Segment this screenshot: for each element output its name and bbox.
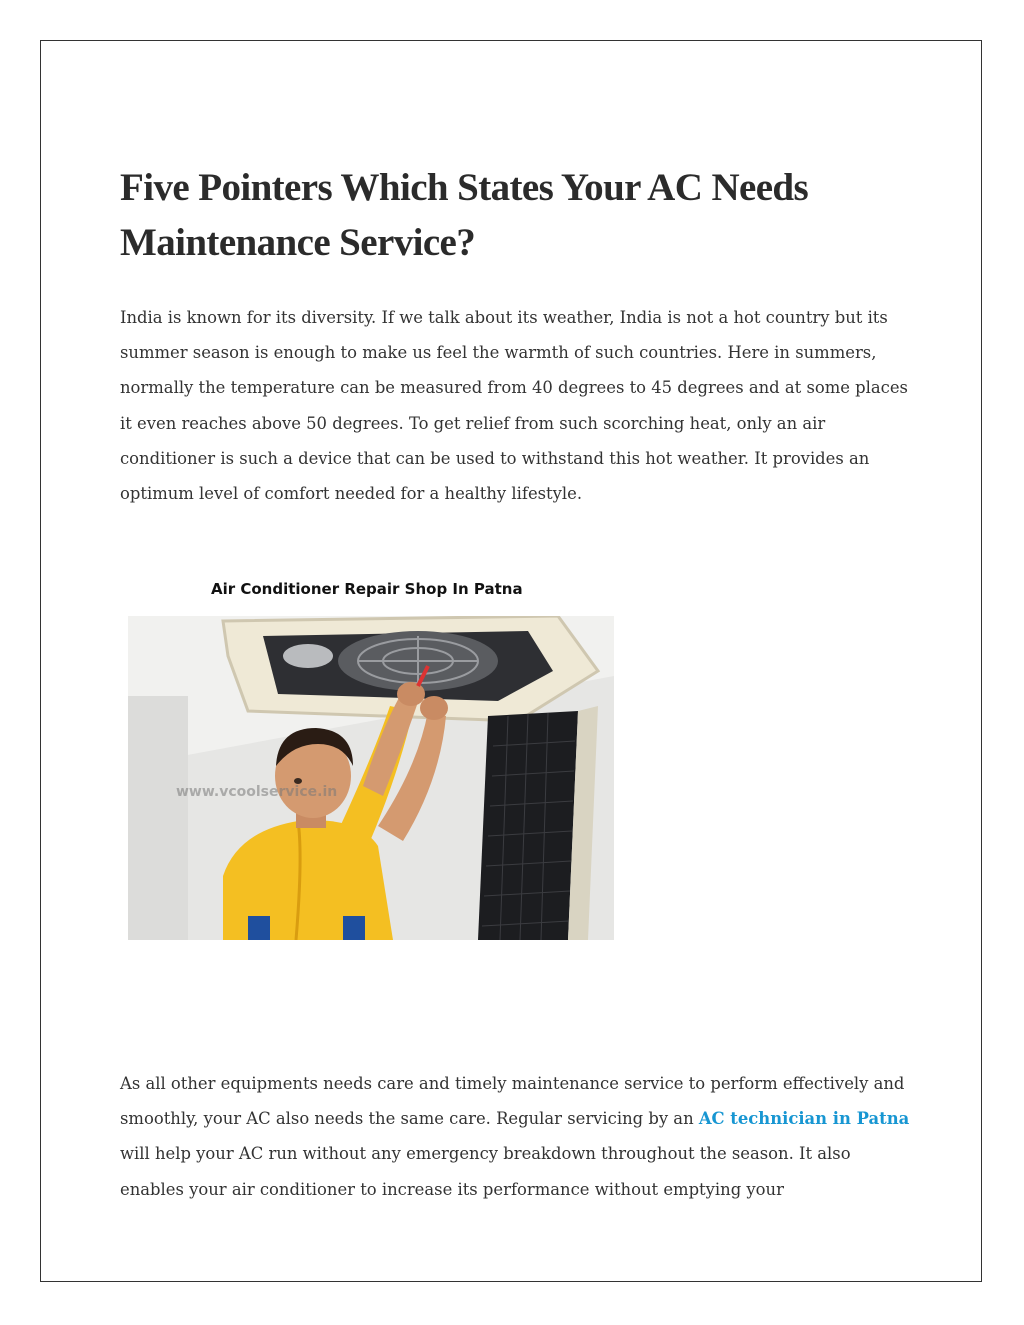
article-title: Five Pointers Which States Your AC Needs Maintenance Service? [120,166,809,264]
body-text-before-link: As all other equipments needs care and timely maintenance service to perform effectively and smoothly, your AC also needs the same care. Regular servicing by an [120,1074,905,1129]
article-figure [125,573,617,943]
body-paragraph [120,1066,910,1207]
technician-illustration [128,616,614,940]
photo-watermark: www.vcoolservice.in [176,784,338,800]
ac-repair-photo [128,616,614,940]
ac-technician-link[interactable]: AC technician in Patna [698,1109,910,1129]
body-text-after-link: will help your AC run without any emergency breakdown throughout the season. It also enables your air conditioner to increase its performance without emptying your [120,1144,851,1199]
figure-caption: Air Conditioner Repair Shop In Patna [211,580,523,598]
intro-paragraph: India is known for its diversity. If we talk about its weather, India is not a hot country but its summer season is enough to make us feel the warmth of such countries. Here in summers, normally the temperature can be measured from 40 degrees to 45 degrees and at some places it even reaches above 50 degrees. To get relief from such scorching heat, only an air conditioner is such a device that can be used to withstand this hot weather. It provides an optimum level of comfort needed for a healthy lifestyle. [120,308,908,504]
